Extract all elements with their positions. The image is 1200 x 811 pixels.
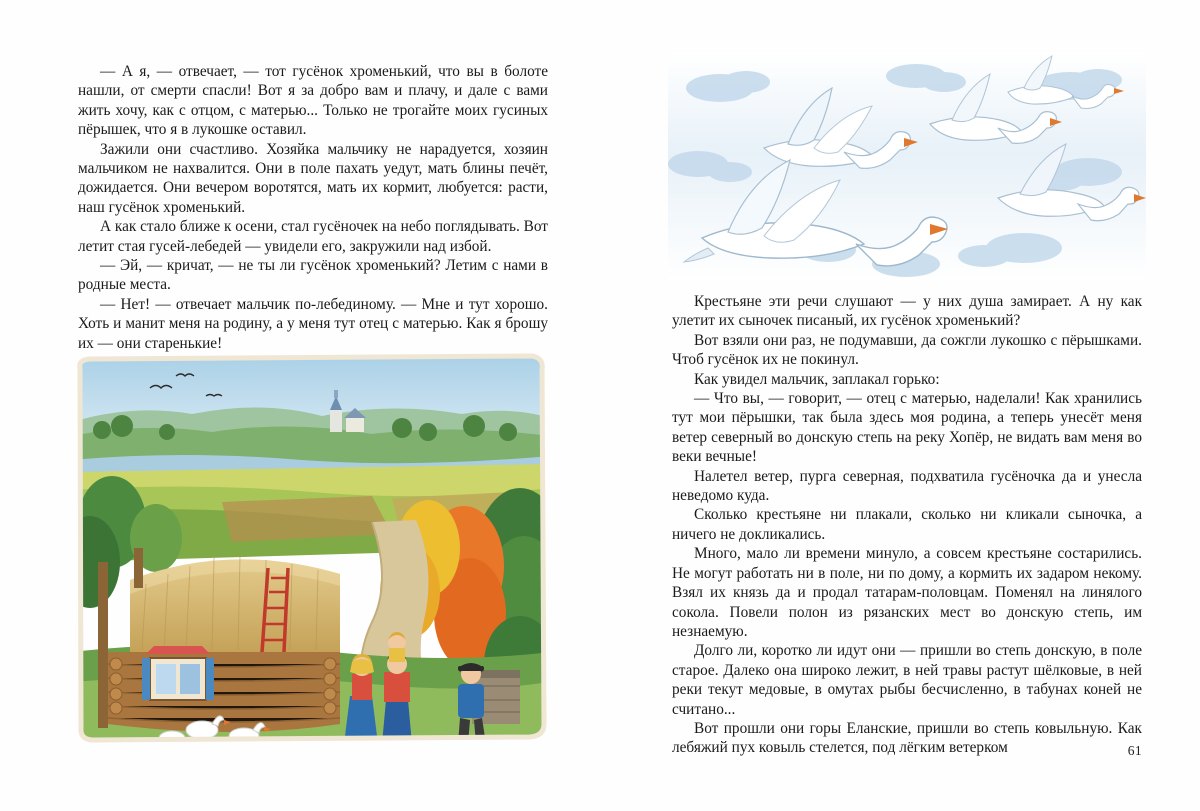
- paragraph: — А я, — отвечает, — тот гусёнок хроменький, что вы в болоте нашли, от смерти спасли! Вот я за добро вам и плачу, и дале с вами жить хочу, как с отцом, с матерью... Только не трогайте моих гусиных пёрышек, что я в лукошке оставил.: [78, 63, 548, 139]
- paragraph: Вот прошли они горы Еланские, пришли во степь ковыльную. Как лебяжий пух ковыль стелется, под лёгким ветерком: [672, 719, 1142, 757]
- paragraph: — Нет! — отвечает мальчик по-лебединому. — Мне и тут хорошо. Хоть и манит меня на родину, а у меня тут отец с матерью. Как я брошу их — они старенькие!: [78, 295, 548, 352]
- paragraph: Зажили они счастливо. Хозяйка мальчику не нарадуется, хозяин мальчиком не нахвалится. Они в поле пахать уедут, мать блины печёт, дожидается. Они вечером воротятся, мать их кормит, любуется: расти, наш гусёнок хроменький.: [78, 140, 548, 216]
- paragraph: Вот взяли они раз, не подумавши, да сожгли лукошко с пёрышками. Чтоб гусёнок их не покинул.: [672, 331, 1142, 369]
- left-text-column: [78, 62, 548, 353]
- paragraph: — Эй, — кричат, — не ты ли гусёнок хроменький? Летим с нами в родные места.: [78, 257, 548, 294]
- paragraph: Долго ли, коротко ли идут они — пришли во степь донскую, в поле старое. Далеко она широко лежит, в ней травы растут шёлковые, в ней реки текут медовые, в омутах рыбы бесчисленно, в табунах коней не считано...: [672, 642, 1142, 718]
- paragraph: — Что вы, — говорит, — отец с матерью, наделали! Как хранились тут мои пёрышки, так была здесь моя родина, а теперь унесёт меня ветер северный во донскую степь на реку Хопёр, не видать вам меня во веки вечные!: [672, 390, 1142, 466]
- paragraph: Налетел ветер, пурга северная, подхватила гусёночка да и унесла неведомо куда.: [672, 467, 1142, 505]
- paragraph: А как стало ближе к осени, стал гусёночек на небо поглядывать. Вот летит стая гусей-лебедей — увидели его, закружили над избой.: [78, 218, 548, 255]
- flying-swans-illustration: [668, 52, 1146, 280]
- right-text-column: [672, 292, 1142, 758]
- paragraph: Сколько крестьяне ни плакали, сколько ни кликали сыночка, а ничего не докликались.: [672, 506, 1142, 543]
- paragraph: Крестьяне эти речи слушают — у них душа замирает. А ну как улетит их сыночек писаный, их гусёнок хроменький?: [672, 293, 1142, 330]
- paragraph: Как увидел мальчик, заплакал горько:: [694, 370, 940, 388]
- paragraph: Много, мало ли времени минуло, а совсем крестьяне состарились. Не могут работать ни в поле, ни по дому, а кормить их задаром некому. Взял их князь да и продал татарам-половцам. Поменял на линялого сокола. Повели полон из рязанских мест во донскую степь, им незнаемую.: [672, 545, 1142, 640]
- village-hut-illustration: [72, 352, 550, 744]
- page-number: 61: [1127, 743, 1142, 758]
